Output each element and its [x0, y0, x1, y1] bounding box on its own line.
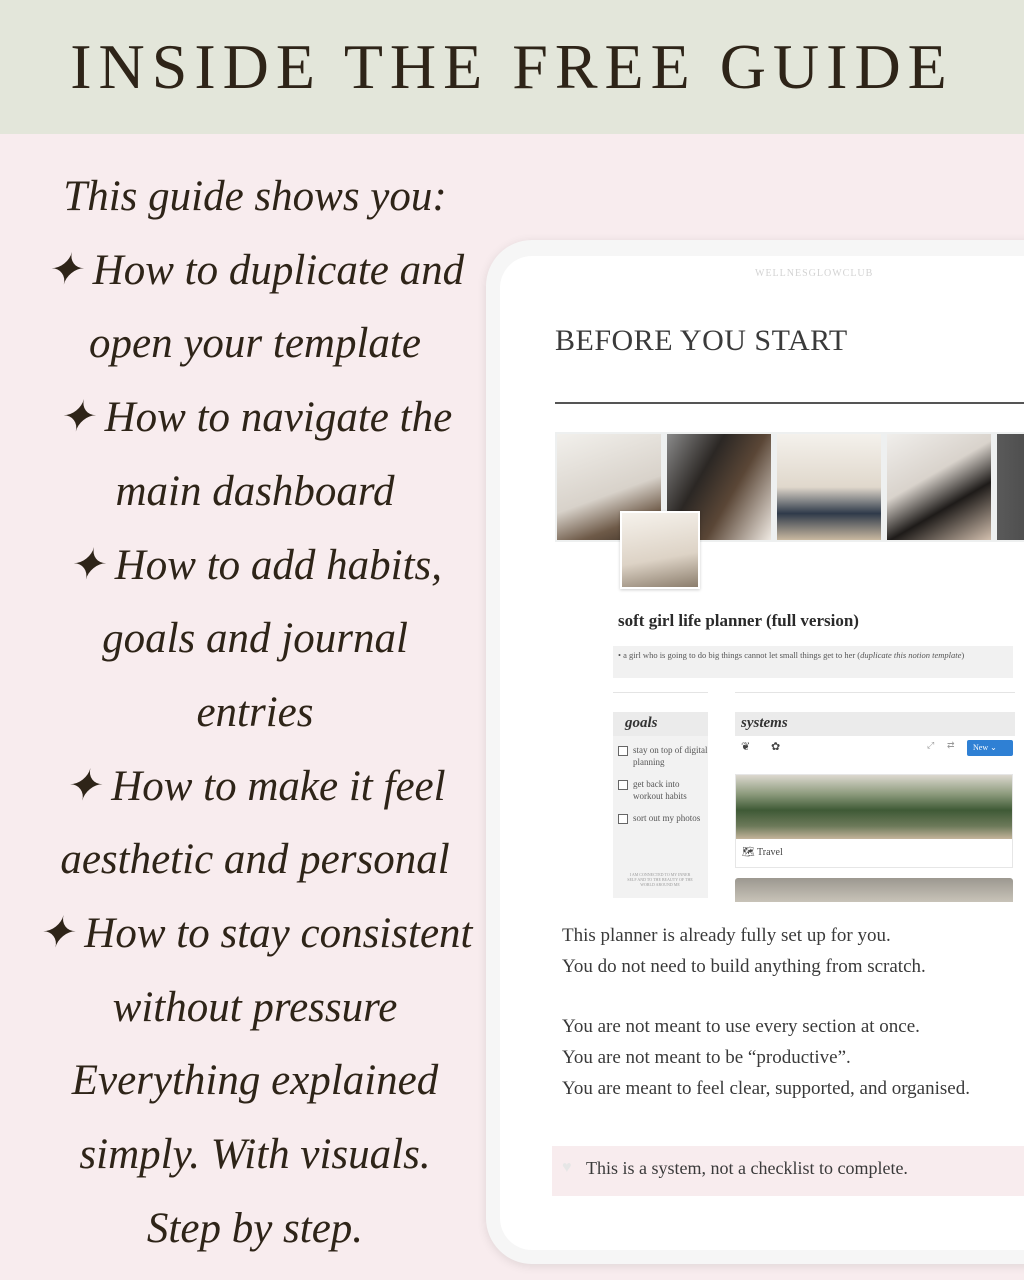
- guide-line: without pressure: [112, 983, 398, 1031]
- gallery-card[interactable]: [735, 878, 1013, 902]
- systems-panel: [735, 712, 1015, 902]
- guide-line: entries: [196, 688, 314, 736]
- column-divider: [613, 692, 708, 693]
- tablet-screen: [500, 256, 1024, 1250]
- goals-panel: [613, 712, 708, 898]
- cover-photo: [997, 434, 1024, 540]
- heart-icon: ♥: [562, 1159, 572, 1176]
- checkbox-icon[interactable]: [618, 780, 628, 790]
- goal-item[interactable]: [613, 742, 708, 770]
- goals-heading: goals: [613, 712, 708, 736]
- guide-line: aesthetic and personal: [60, 836, 450, 884]
- planner-title: soft girl life planner (full version): [618, 611, 859, 630]
- goal-item[interactable]: [613, 776, 708, 804]
- cover-photo: [887, 434, 991, 540]
- banner-title: INSIDE THE FREE GUIDE: [70, 31, 954, 102]
- guide-line: ✦ How to duplicate and: [45, 246, 465, 294]
- page-title: BEFORE YOU START: [555, 324, 848, 357]
- guide-feature-list: [20, 160, 490, 1266]
- pin-icon[interactable]: ❦: [741, 741, 751, 753]
- bulb-icon[interactable]: ✿: [771, 741, 781, 753]
- goal-label: sort out my photos: [633, 813, 701, 823]
- intro-text: [562, 921, 1024, 1105]
- column-divider: [735, 692, 1015, 693]
- body-line: This planner is already fully set up for you.: [562, 925, 891, 946]
- guide-line: goals and journal: [102, 615, 408, 663]
- goal-label: stay on top of digital planning: [633, 745, 708, 767]
- goal-label: get back into workout habits: [633, 779, 687, 801]
- body-line: You do not need to build anything from scratch.: [562, 955, 926, 977]
- watermark: WELLNESGLOWCLUB: [755, 268, 874, 279]
- quote-link[interactable]: duplicate this notion template: [860, 650, 962, 660]
- gallery-card[interactable]: [735, 774, 1013, 868]
- guide-line: simply. With visuals.: [79, 1131, 431, 1179]
- guide-line: open your template: [89, 320, 421, 368]
- guide-line: ✦ How to navigate the: [57, 394, 453, 442]
- body-line: You are not meant to be “productive”.: [562, 1047, 851, 1069]
- guide-line: main dashboard: [115, 467, 395, 515]
- new-button[interactable]: New ⌄: [967, 740, 1013, 756]
- guide-line: Everything explained: [71, 1057, 439, 1105]
- goal-item[interactable]: [613, 810, 708, 826]
- guide-line: ✦ How to stay consistent: [37, 910, 473, 958]
- quote-callout: [613, 646, 1013, 678]
- expand-icon[interactable]: ⤢: [927, 740, 935, 750]
- filter-icon[interactable]: ⇄: [947, 740, 955, 750]
- checkbox-icon[interactable]: [618, 746, 628, 756]
- card-title: 🗺 Travel: [742, 847, 783, 858]
- body-line: You are meant to feel clear, supported, and organised.: [562, 1077, 970, 1099]
- goals-affirmation: I AM CONNECTED TO MY INNER SELF AND TO THE BEAUTY OF THE WORLD AROUND ME: [627, 872, 693, 887]
- guide-line: This guide shows you:: [63, 173, 447, 220]
- callout-text: This is a system, not a checklist to complete.: [586, 1158, 908, 1178]
- header-banner: [0, 0, 1024, 134]
- guide-line: ✦ How to make it feel: [64, 762, 446, 810]
- title-divider: [555, 402, 1024, 404]
- body-line: You are not meant to use every section at once.: [562, 1016, 920, 1038]
- guide-line: Step by step.: [146, 1204, 364, 1252]
- checkbox-icon[interactable]: [618, 814, 628, 824]
- card-cover-image: [736, 775, 1012, 839]
- guide-line: ✦ How to add habits,: [67, 541, 443, 589]
- system-callout: [552, 1146, 1024, 1196]
- systems-toolbar: [735, 736, 1015, 758]
- cover-photo: [777, 434, 881, 540]
- systems-heading: systems: [735, 712, 1015, 736]
- quote-text: • a girl who is going to do big things cannot let small things get to her (: [618, 650, 861, 660]
- page-icon-image[interactable]: [620, 511, 700, 589]
- quote-end: ): [961, 650, 965, 660]
